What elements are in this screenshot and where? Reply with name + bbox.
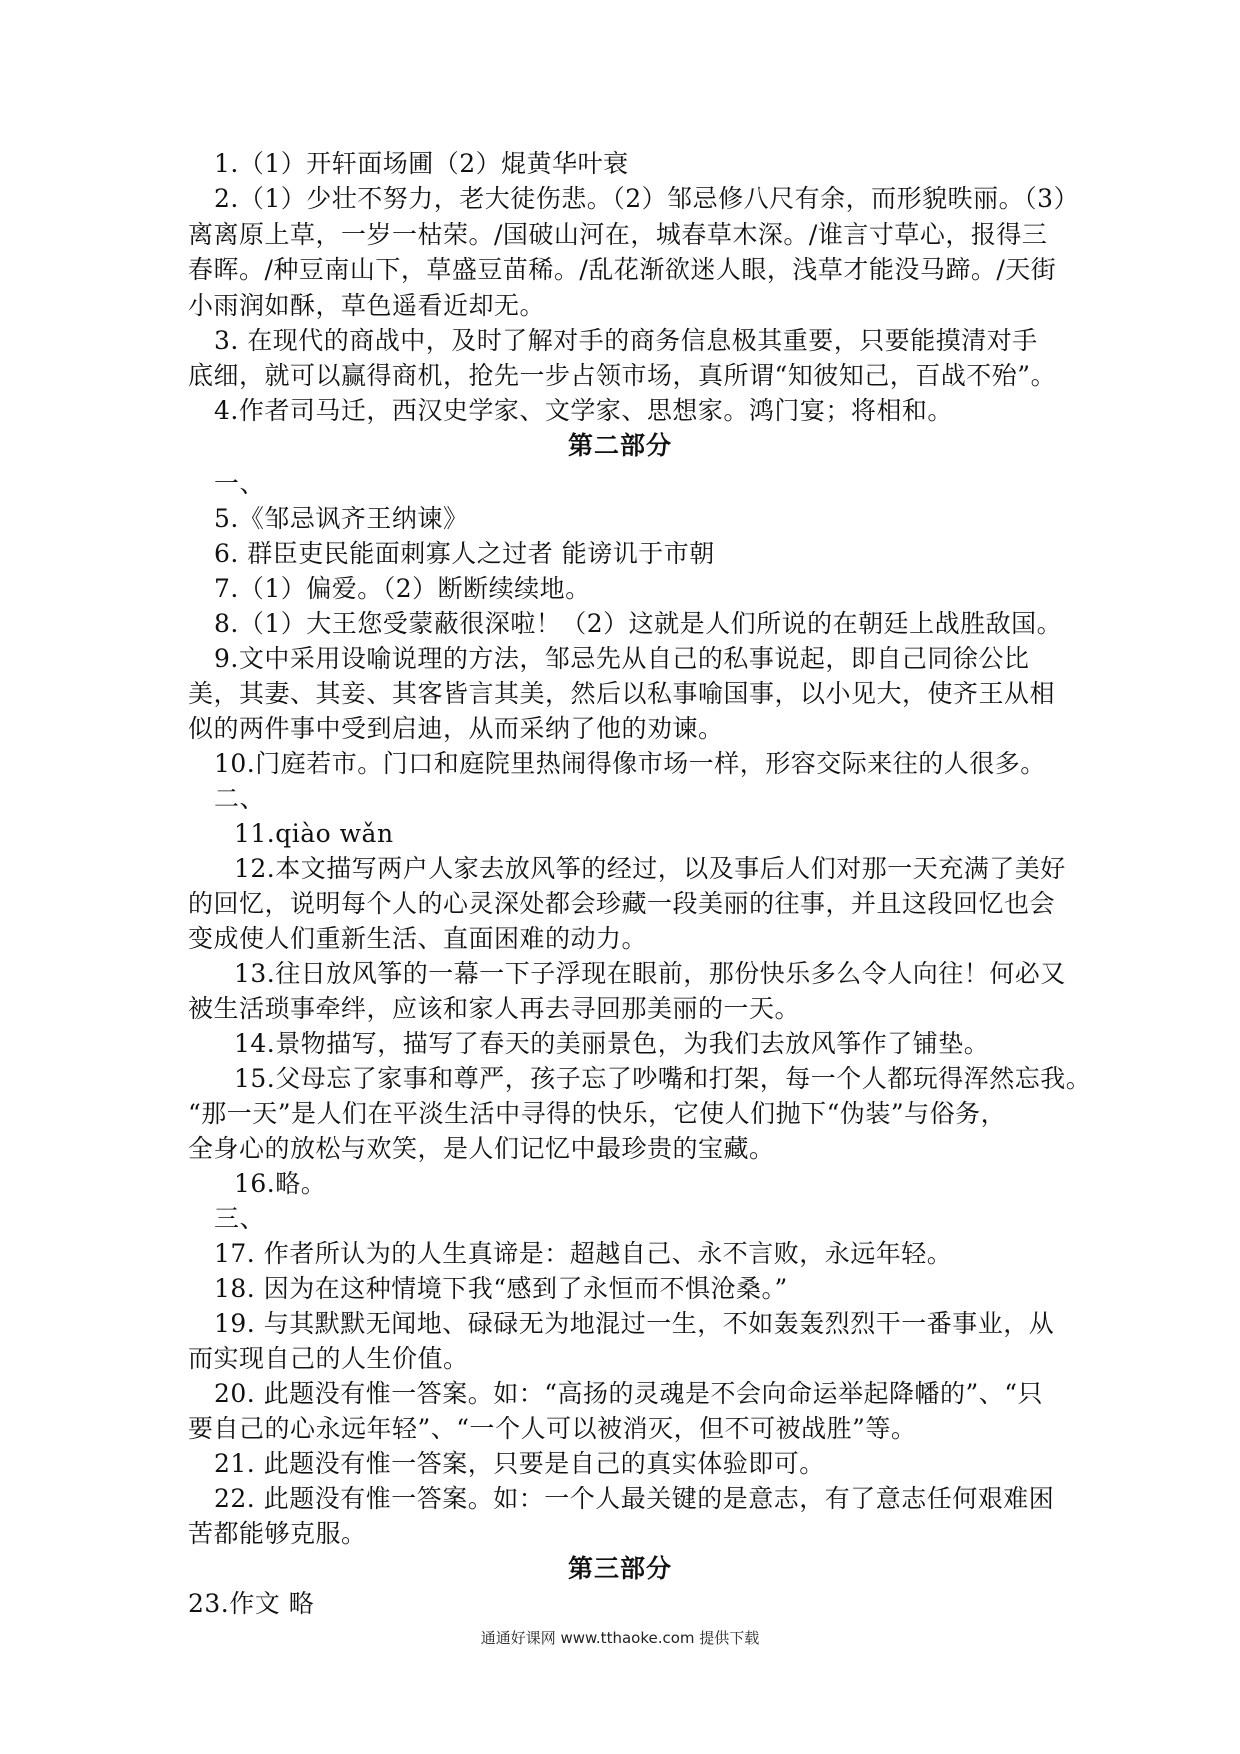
text-line: 5.《邹忌讽齐王纳谏》 <box>214 504 469 533</box>
text-line: 全身心的放松与欢笑，是人们记忆中最珍贵的宝藏。 <box>188 1134 775 1163</box>
text-line: 离离原上草，一岁一枯荣。/国破山河在，城春草木深。/谁言寸草心，报得三 <box>188 220 1048 249</box>
text-line: 而实现自己的人生价值。 <box>188 1344 469 1373</box>
text-line: 春晖。/种豆南山下，草盛豆苗稀。/乱花渐欲迷人眼，浅草才能没马蹄。/天街 <box>188 255 1057 284</box>
text-line: 变成使人们重新生活、直面困难的动力。 <box>188 924 648 953</box>
text-line: 11.qiào wǎn <box>234 819 394 848</box>
text-line: 似的两件事中受到启迪，从而采纳了他的劝谏。 <box>188 714 724 743</box>
text-line: 21. 此题没有惟一答案，只要是自己的真实体验即可。 <box>214 1449 825 1478</box>
text-line: 4.作者司马迁，西汉史学家、文学家、思想家。鸿门宴；将相和。 <box>214 396 953 425</box>
text-line: 二、 <box>214 784 266 813</box>
text-line: 苦都能够克服。 <box>188 1519 367 1548</box>
text-line: 小雨润如酥，草色遥看近却无。 <box>188 291 546 320</box>
text-line: 15.父母忘了家事和尊严，孩子忘了吵嘴和打架，每一个人都玩得浑然忘我。 <box>234 1064 1092 1093</box>
text-line: 16.略。 <box>234 1169 327 1198</box>
text-line: 2.（1）少壮不努力，老大徒伤悲。（2）邹忌修八尺有余，而形貌昳丽。（3） <box>214 184 1080 213</box>
text-line: 13.往日放风筝的一幕一下子浮现在眼前，那份快乐多么令人向往！何必又 <box>234 959 1066 988</box>
text-line: 23.作文 略 <box>188 1589 315 1618</box>
text-line: 的回忆，说明每个人的心灵深处都会珍藏一段美丽的往事，并且这段回忆也会 <box>188 889 1056 918</box>
text-line: 10.门庭若市。门口和庭院里热闹得像市场一样，形容交际来往的人很多。 <box>214 749 1046 778</box>
text-line: 22. 此题没有惟一答案。如：一个人最关键的是意志，有了意志任何艰难困 <box>214 1484 1055 1513</box>
text-line: 18. 因为在这种情境下我“感到了永恒而不惧沧桑。” <box>214 1274 788 1303</box>
text-line: 6. 群臣吏民能面刺寡人之过者 能谤讥于市朝 <box>214 539 715 568</box>
text-line: 一、 <box>214 469 266 498</box>
section-heading-part3: 第三部分 <box>567 1554 672 1583</box>
text-line: 8.（1）大王您受蒙蔽很深啦！（2）这就是人们所说的在朝廷上战胜敌国。 <box>214 609 1063 638</box>
text-line: 9.文中采用设喻说理的方法，邹忌先从自己的私事说起，即自己同徐公比 <box>214 644 1030 673</box>
text-line: 17. 作者所认为的人生真谛是：超越自己、永不言败，永远年轻。 <box>214 1239 953 1268</box>
footer-credit: 通通好课网 www.tthaoke.com 提供下载 <box>480 1629 760 1647</box>
text-line: 三、 <box>214 1204 266 1233</box>
text-line: 美，其妻、其妾、其客皆言其美，然后以私事喻国事，以小见大，使齐王从相 <box>188 679 1056 708</box>
text-line: 19. 与其默默无闻地、碌碌无为地混过一生，不如轰轰烈烈干一番事业，从 <box>214 1309 1055 1338</box>
text-line: “那一天”是人们在平淡生活中寻得的快乐，它使人们抛下“伪装”与俗务， <box>188 1099 1007 1128</box>
text-line: 底细，就可以赢得商机，抢先一步占领市场，真所谓“知彼知己，百战不殆”。 <box>188 361 1057 390</box>
text-line: 要自己的心永远年轻”、“一个人可以被消灭，但不可被战胜”等。 <box>188 1414 917 1443</box>
text-line: 3. 在现代的商战中，及时了解对手的商务信息极其重要，只要能摸清对手 <box>214 326 1038 355</box>
text-line: 12.本文描写两户人家去放风筝的经过，以及事后人们对那一天充满了美好 <box>234 854 1066 883</box>
text-line: 1.（1）开轩面场圃（2）焜黄华叶衰 <box>214 149 629 178</box>
text-line: 20. 此题没有惟一答案。如：“高扬的灵魂是不会向命运举起降幡的”、“只 <box>214 1379 1044 1408</box>
text-line: 被生活琐事牵绊，应该和家人再去寻回那美丽的一天。 <box>188 994 801 1023</box>
text-line: 7.（1）偏爱。（2）断断续续地。 <box>214 574 591 603</box>
section-heading-part2: 第二部分 <box>567 431 672 460</box>
text-line: 14.景物描写，描写了春天的美丽景色，为我们去放风筝作了铺垫。 <box>234 1029 990 1058</box>
